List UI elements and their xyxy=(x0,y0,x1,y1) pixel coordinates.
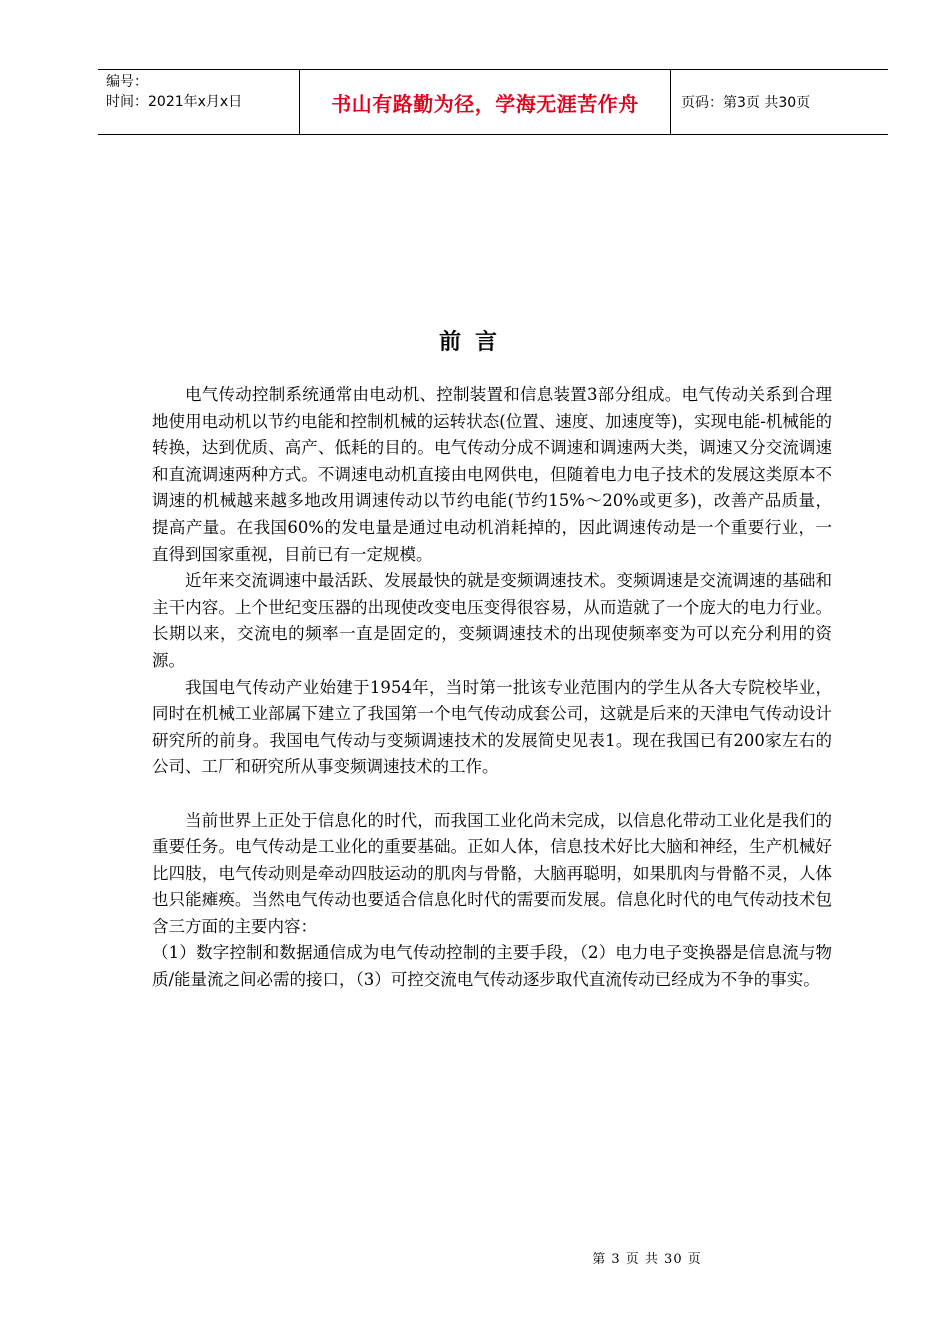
document-header xyxy=(98,69,888,135)
header-meta-cell xyxy=(98,70,300,134)
paragraph-2: 近年来交流调速中最活跃、发展最快的就是变频调速技术。变频调速是交流调速的基础和主干内容。上个世纪变压器的出现使改变电压变得很容易，从而造就了一个庞大的电力行业。长期以来，交流电的频率一直是固定的，变频调速技术的出现使频率变为可以充分利用的资源。 xyxy=(152,571,832,670)
page-footer: 第 3 页 共 30 页 xyxy=(592,1252,702,1267)
paragraph-3: 我国电气传动产业始建于1954年，当时第一批该专业范围内的学生从各大专院校毕业，同时在机械工业部属下建立了我国第一个电气传动成套公司，这就是后来的天津电气传动设计研究所的前身。我国电气传动与变频调速技术的发展简史见表1。现在我国已有200家左右的公司、工厂和研究所从事变频调速技术的工作。 xyxy=(152,677,832,777)
paragraph-4: 当前世界上正处于信息化的时代，而我国工业化尚未完成，以信息化带动工业化是我们的重要任务。电气传动是工业化的重要基础。正如人体，信息技术好比大脑和神经，生产机械好比四肢，电气传动则是牵动四肢运动的肌肉与骨骼，大脑再聪明，如果肌肉与骨骼不灵，人体也只能瘫痪。当然电气传动也要适合信息化时代的需要而发展。信息化时代的电气传动技术包含三方面的主要内容： xyxy=(152,810,832,936)
page-title: 前言 xyxy=(438,329,511,355)
page-info: 页码：第3页 共30页 xyxy=(681,95,811,111)
body-text xyxy=(152,382,832,994)
motto-text: 书山有路勤为径，学海无涯苦作舟 xyxy=(331,91,639,116)
paragraph-1: 电气传动控制系统通常由电动机、控制装置和信息装置3部分组成。电气传动关系到合理地使用电动机以节约电能和控制机械的运转状态(位置、速度、加速度等)，实现电能-机械能的转换，达到优质、高产、低耗的目的。电气传动分成不调速和调速两大类，调速又分交流调速和直流调速两种方式。不调速电动机直接由电网供电，但随着电力电子技术的发展这类原本不调速的机械越来越多地改用调速传动以节约电能(节约15%～20%或更多)，改善产品质量，提高产量。在我国60%的发电量是通过电动机消耗掉的，因此调速传动是一个重要行业，一直得到国家重视，目前已有一定规模。 xyxy=(152,385,832,564)
paragraph-list: （1）数字控制和数据通信成为电气传动控制的主要手段，（2）电力电子变换器是信息流与物质/能量流之间必需的接口，（3）可控交流电气传动逐步取代直流传动已经成为不争的事实。 xyxy=(152,943,832,990)
header-motto-cell xyxy=(300,70,671,134)
code-label: 编号： xyxy=(106,74,148,90)
header-page-cell xyxy=(671,70,888,134)
time-line: 时间：2021年x月x日 xyxy=(106,94,243,110)
